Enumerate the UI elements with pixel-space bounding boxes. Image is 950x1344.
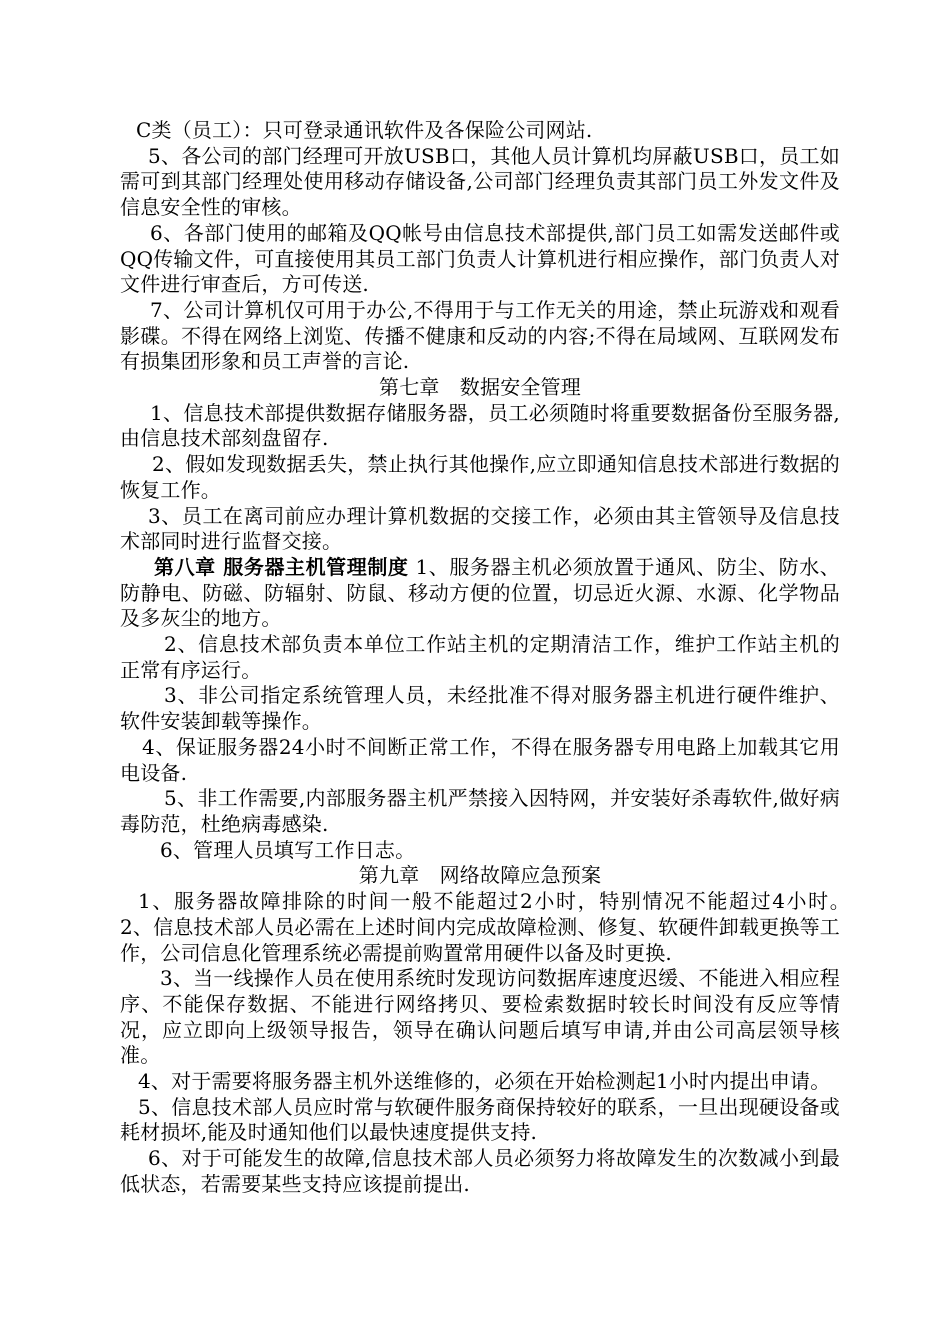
- paragraph-text: 4、对于需要将服务器主机外送维修的，必须在开始检测起1小时内提出申请。: [138, 1069, 831, 1094]
- paragraph-text: 6、管理人员填写工作日志。: [160, 837, 416, 862]
- chapter-8-title: 第八章 服务器主机管理制度: [154, 554, 409, 579]
- paragraph-c-class: [120, 118, 840, 144]
- paragraph-text: 6、各部门使用的邮箱及QQ帐号由信息技术部提供,部门员工如需发送邮件或QQ传输文件，可直接使用其员工部门负责人计算机进行相应操作，部门负责人对文件进行审查后，方可传送.: [120, 220, 840, 297]
- chapter-8-paragraph: [120, 555, 840, 632]
- paragraph-usb: [120, 144, 840, 221]
- chapter-8-item-2: [120, 632, 840, 683]
- chapter-8-item-5: [120, 786, 840, 837]
- chapter-9-item-1-2: [120, 889, 861, 966]
- paragraph-text: 1、信息技术部提供数据存储服务器，员工必须随时将重要数据备份至服务器,由信息技术部刻盘留存.: [120, 400, 840, 451]
- paragraph-text: 5、非工作需要,内部服务器主机严禁接入因特网，并安装好杀毒软件,做好病毒防范，杜绝病毒感染.: [120, 786, 840, 836]
- paragraph-text: 1、服务器故障排除的时间一般不能超过2小时，特别情况不能超过4小时。 2、信息技术部人员必需在上述时间内完成故障检测、修复、软硬件卸载更换等工作，公司信息化管理系统必需提前购置常用硬件以备及时更换.: [120, 889, 861, 965]
- chapter-7-item-3: [120, 504, 840, 555]
- chapter-9-item-5: [120, 1095, 840, 1146]
- paragraph-text: 1、服务器主机必须放置于通风、防尘、防水、防静电、防磁、防辐射、防鼠、移动方便的位置，切忌近火源、水源、化学物品及多灰尘的地方。: [120, 554, 840, 631]
- paragraph-text: 2、假如发现数据丢失，禁止执行其他操作,应立即通知信息技术部进行数据的恢复工作。: [120, 452, 840, 502]
- paragraph-text: 4、保证服务器24小时不间断正常工作，不得在服务器专用电路上加载其它用电设备.: [120, 734, 840, 785]
- paragraph-text: 5、信息技术部人员应时常与软硬件服务商保持较好的联系，一旦出现硬设备或耗材损坏,能及时通知他们以最快速度提供支持.: [120, 1094, 840, 1145]
- paragraph-text: 2、信息技术部负责本单位工作站主机的定期清洁工作，维护工作站主机的正常有序运行。: [120, 632, 840, 682]
- paragraph-text: 5、各公司的部门经理可开放USB口，其他人员计算机均屏蔽USB口，员工如需可到其部门经理处使用移动存储设备,公司部门经理负责其部门员工外发文件及信息安全性的审核。: [120, 143, 840, 220]
- chapter-7-item-1: [120, 401, 840, 452]
- chapter-8-item-3: [120, 683, 840, 734]
- chapter-8-item-4: [120, 735, 840, 786]
- chapter-7-item-2: [120, 452, 840, 503]
- paragraph-text: 3、非公司指定系统管理人员，未经批准不得对服务器主机进行硬件维护、软件安装卸载等操作。: [120, 683, 840, 734]
- paragraph-text: 6、对于可能发生的故障,信息技术部人员必须努力将故障发生的次数减小到最低状态，若需要某些支持应该提前提出.: [120, 1146, 840, 1196]
- paragraph-computer-use: [120, 298, 840, 375]
- chapter-9-item-3: [120, 966, 840, 1069]
- chapter-9-item-4: [120, 1069, 840, 1095]
- chapter-7-title: 第七章 数据安全管理: [379, 375, 581, 400]
- chapter-8-item-6: [120, 838, 840, 864]
- paragraph-text: 3、员工在离司前应办理计算机数据的交接工作，必须由其主管领导及信息技术部同时进行监督交接。: [120, 503, 840, 554]
- chapter-9-item-6: [120, 1146, 840, 1197]
- document-page: [120, 118, 861, 1198]
- paragraph-text: C类（员工）：只可登录通讯软件及各保险公司网站.: [136, 118, 593, 142]
- chapter-9-title: 第九章 网络故障应急预案: [358, 863, 602, 888]
- paragraph-text: 3、当一线操作人员在使用系统时发现访问数据库速度迟缓、不能进入相应程序、不能保存数据、不能进行网络拷贝、要检索数据时较长时间没有反应等情况，应立即向上级领导报告，领导在确认问题后填写申请,并由公司高层领导核准。: [120, 966, 840, 1068]
- paragraph-email-qq: [120, 221, 840, 298]
- paragraph-text: 7、公司计算机仅可用于办公,不得用于与工作无关的用途，禁止玩游戏和观看影碟。不得在网络上浏览、传播不健康和反动的内容;不得在局域网、互联网发布有损集团形象和员工声誉的言论.: [120, 297, 840, 374]
